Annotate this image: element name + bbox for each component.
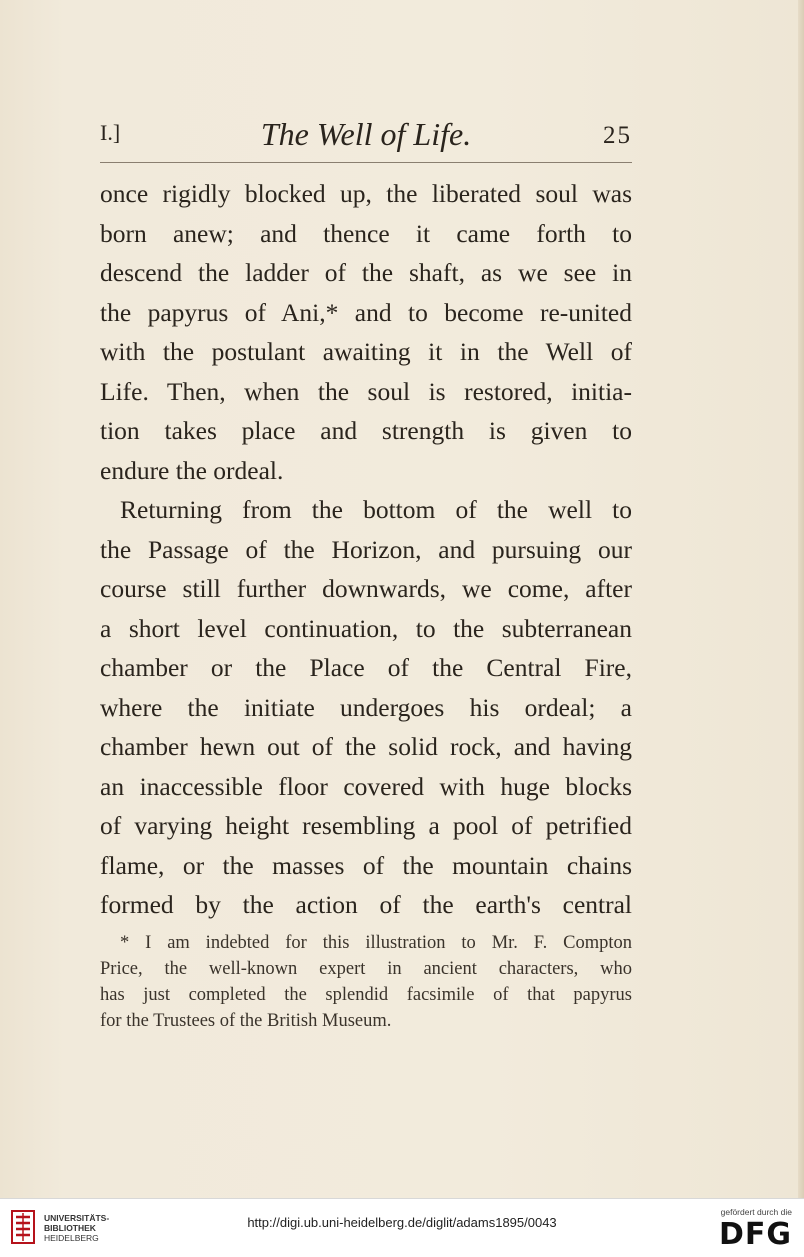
paragraph-1: [100, 174, 632, 490]
text-line: descend the ladder of the shaft, as we see in: [100, 258, 632, 287]
text-line: once rigidly blocked up, the liberated soul was: [100, 179, 632, 208]
text-line: Returning from the bottom of the well to: [120, 495, 632, 524]
text-line: born anew; and thence it came forth to: [100, 218, 632, 248]
text-line: with the postulant awaiting it in the Well of: [100, 337, 632, 366]
text-line: where the initiate undergoes his ordeal; a: [100, 692, 632, 722]
paragraph-2: [100, 490, 632, 925]
footnote-line: for the Trustees of the British Museum.: [100, 1011, 392, 1031]
footnote-line: * I am indebted for this illustration to Mr. F. Compton: [120, 933, 632, 953]
text-line: Life. Then, when the soul is restored, initia-: [100, 376, 632, 406]
text-line: of varying height resembling a pool of petrified: [100, 811, 632, 840]
text-line: tion takes place and strength is given to: [100, 416, 632, 445]
body-text: [100, 174, 632, 925]
footnote-line: Price, the well-known expert in ancient characters, who: [100, 959, 632, 979]
permalink-url[interactable]: http://digi.ub.uni-heidelberg.de/diglit/adams1895/0043: [247, 1215, 557, 1230]
chapter-number: I.]: [100, 120, 121, 145]
page-number: 25: [603, 122, 632, 149]
text-line: chamber hewn out of the solid rock, and having: [100, 732, 632, 761]
text-line: an inaccessible floor covered with huge blocks: [100, 771, 632, 801]
text-line: course still further downwards, we come, after: [100, 574, 632, 603]
footnote-line: has just completed the splendid facsimile of that papyrus: [100, 985, 632, 1005]
viewer-footer: [0, 1198, 804, 1257]
library-name: UNIVERSITÄTS- BIBLIOTHEK HEIDELBERG: [44, 1213, 110, 1243]
funding-note: gefördert durch die: [720, 1207, 792, 1217]
text-line: the papyrus of Ani,* and to become re-united: [100, 297, 632, 327]
page-edge: [798, 0, 804, 1198]
running-header: [100, 116, 632, 156]
text-line: a short level continuation, to the subterranean: [100, 613, 632, 643]
footnote: [100, 930, 632, 1034]
dfg-logo: DFG: [718, 1217, 792, 1252]
text-line: chamber or the Place of the Central Fire,: [100, 653, 632, 682]
text-line: flame, or the masses of the mountain chains: [100, 850, 632, 880]
header-rule: [100, 162, 632, 163]
running-title: The Well of Life.: [260, 116, 472, 152]
text-line: endure the ordeal.: [100, 455, 284, 485]
text-line: the Passage of the Horizon, and pursuing our: [100, 534, 632, 564]
text-line: formed by the action of the earth's central: [100, 890, 632, 919]
